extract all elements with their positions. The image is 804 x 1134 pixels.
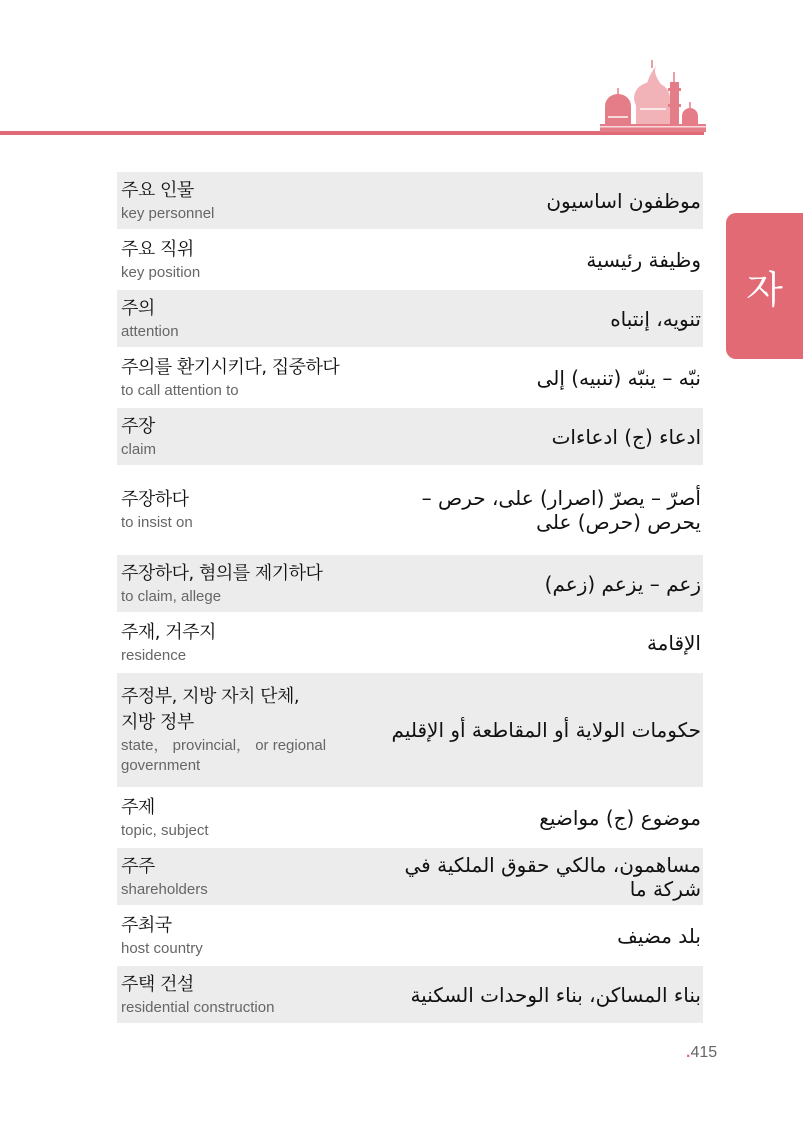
english-term: residence [121,646,187,664]
glossary-entry [117,848,703,905]
korean-term: 주장 [121,415,155,437]
english-term: attention [121,322,179,340]
arabic-term: تنويه، إنتباه [610,306,701,331]
korean-term: 주의를 환기시키다, 집중하다 [121,356,340,378]
arabic-term: الإقامة [646,630,701,655]
arabic-term: وظيفة رئيسية [586,247,701,272]
page-number-value: 415 [690,1044,718,1061]
korean-term: 주택 건설 [121,973,194,995]
english-term: shareholders [121,880,208,898]
korean-term: 주제 [121,796,155,818]
arabic-term: موظفون اساسيون [546,188,701,213]
arabic-term: نبّه – ينبّه (تنبيه) إلى [536,365,701,390]
korean-term: 주장하다, 혐의를 제기하다 [121,562,323,584]
glossary-entry [117,966,703,1023]
arabic-term: أصرّ – يصرّ (اصرار) على، حرص – يحرص (حرص) على [421,486,701,534]
korean-term: 주요 인물 [121,179,194,201]
korean-term: 주주 [121,855,155,877]
arabic-term: موضوع (ج) مواضيع [539,805,701,830]
glossary-entry [117,614,703,671]
header-rule [0,131,704,135]
glossary-entry [117,907,703,964]
arabic-term: مساهمون، مالكي حقوق الملكية في شركة ما [404,852,701,901]
english-term: to claim, allege [121,587,222,605]
glossary-entry [117,172,703,229]
korean-term: 주정부, 지방 자치 단체, [121,686,300,707]
english-term: key personnel [121,204,215,222]
english-term: key position [121,263,201,281]
arabic-term: بلد مضيف [617,923,701,948]
glossary-entry [117,789,703,846]
english-term: residential construction [121,998,275,1016]
page-number-dot: . [686,1044,691,1061]
glossary-entry [117,349,703,406]
korean-term: 주의 [121,297,155,319]
section-tab [726,213,803,359]
arabic-term: زعم – يزعم (زعم) [544,571,701,596]
arabic-term: حكومات الولاية أو المقاطعة أو الإقليم [391,718,701,742]
korean-term: 주요 직위 [121,238,194,260]
glossary-entry [117,673,703,787]
glossary-entry [117,231,703,288]
mosque-icon [600,60,706,134]
korean-term: 주최국 [121,914,172,936]
section-tab-label: 자 [746,267,783,312]
english-term: claim [121,440,157,458]
english-term: state， provincial， or regional government [121,737,327,774]
glossary-list [117,172,703,1025]
english-term: host country [121,939,203,957]
arabic-term: بناء المساكن، بناء الوحدات السكنية [410,982,701,1007]
glossary-entry [117,555,703,612]
korean-term-line2: 지방 정부 [121,712,194,733]
korean-term: 주장하다 [121,489,189,510]
page-number [686,1044,717,1062]
glossary-entry [117,467,703,553]
glossary-entry [117,290,703,347]
english-term: topic, subject [121,821,209,839]
english-term: to insist on [121,514,193,531]
glossary-entry [117,408,703,465]
arabic-term: ادعاء (ج) ادعاءات [551,424,701,449]
korean-term: 주재, 거주지 [121,621,216,643]
english-term: to call attention to [121,381,239,399]
